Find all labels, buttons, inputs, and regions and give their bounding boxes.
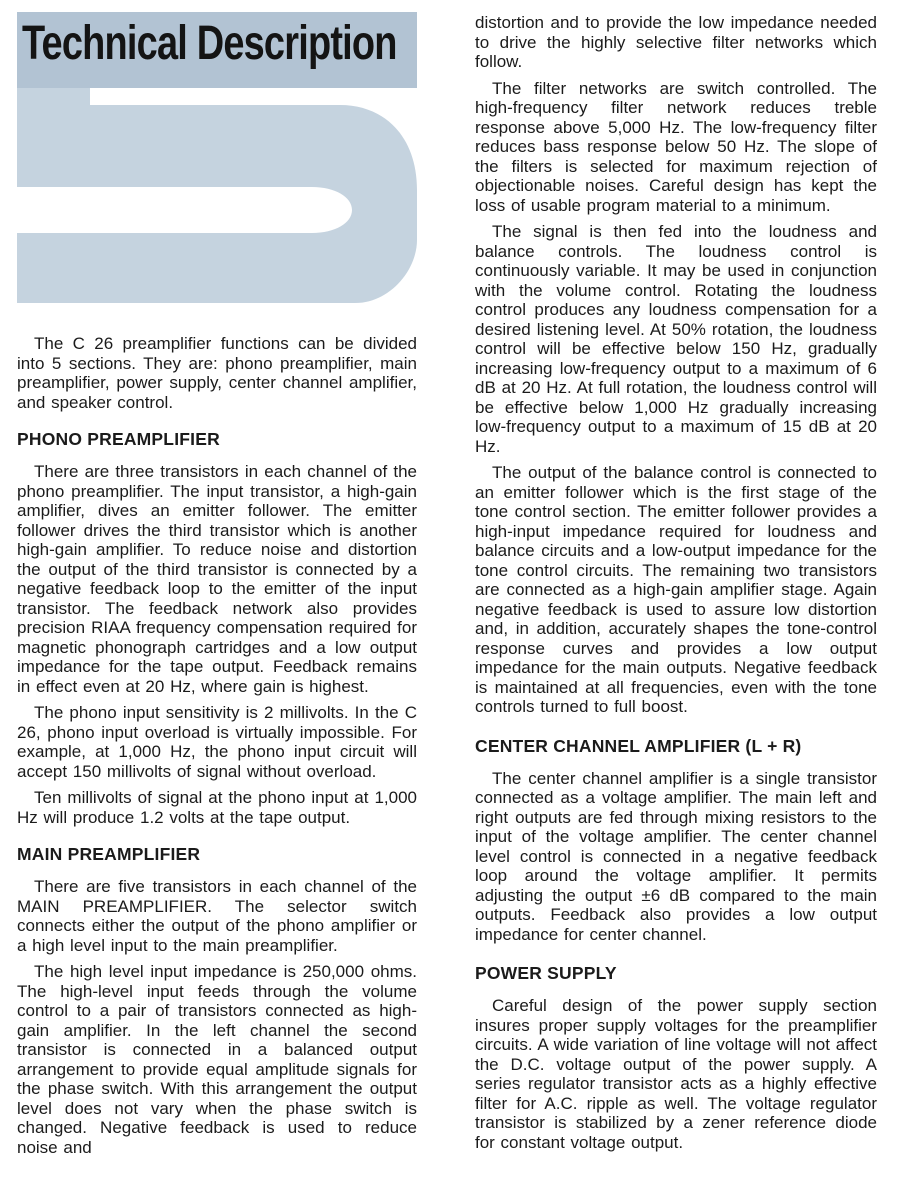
- paragraph-center-channel: The center channel amplifier is a single transistor connected as a voltage amplifier. The main left and right outputs are fed through mixing resistors to the input of the voltage amplifier. The center channel level control is connected in a negative feedback loop around the voltage amplifier. It permits adjusting the output ±6 dB compared to the main outputs. Feedback also provides a low output impedance for center channel.: [475, 768, 877, 944]
- right-column: [475, 0, 877, 1164]
- section-heading-power-supply: POWER SUPPLY: [475, 963, 617, 983]
- paragraph-main-2: The high level input impedance is 250,000 ohms. The high-level input feeds through the volume control to a pair of transistors connected as high-gain amplifier. In the left channel the second transistor is connected in a balanced output arrangement to provide equal amplitude signals for the phase switch. With this arrangement the output level does not vary when the phase switch is changed. Negative feedback is used to reduce noise and: [17, 962, 417, 1157]
- paragraph-power-supply: Careful design of the power supply section insures proper supply voltages for the preamplifier circuits. A wide variation of line voltage will not affect the D.C. voltage output of the power supply. A series regulator transistor acts as a highly effective filter for A.C. ripple as well. The voltage regulator transistor is stabilized by a zener reference diode for constant voltage output.: [475, 996, 877, 1152]
- paragraph-phono-3: Ten millivolts of signal at the phono input at 1,000 Hz will produce 1.2 volts at the tape output.: [17, 788, 417, 827]
- paragraph-phono-1: There are three transistors in each channel of the phono preamplifier. The input transistor, a high-gain amplifier, dives an emitter follower. The emitter follower drives the third transistor which is another high-gain amplifier. To reduce noise and distortion the output of the third transistor is connected by a negative feedback loop to the emitter of the input transistor. The feedback network also provides precision RIAA frequency compensation required for magnetic phonograph cartridges and a low output impedance for the tape output. Feedback remains in effect even at 20 Hz, where gain is highest.: [17, 462, 417, 696]
- document-body: [17, 0, 877, 1164]
- paragraph-phono-2: The phono input sensitivity is 2 millivolts. In the C 26, phono input overload is virtually impossible. For example, at 1,000 Hz, the phono input circuit will accept 150 millivolts of signal without overload.: [17, 703, 417, 781]
- left-column: [17, 0, 417, 1164]
- paragraph-filters: The filter networks are switch controlled. The high-frequency filter network reduces treble response above 5,000 Hz. The low-frequency filter reduces bass response below 50 Hz. The slope of the filters is selected for maximum rejection of objectionable noises. Careful design has kept the loss of usable program material to a minimum.: [475, 78, 877, 215]
- page-title: Technical Description: [22, 17, 397, 70]
- section-heading-phono-preamplifier: PHONO PREAMPLIFIER: [17, 429, 220, 449]
- paragraph-tone-control: The output of the balance control is connected to an emitter follower which is the first stage of the tone control section. The emitter follower provides a high-input impedance required for loudness and balance circuits and a low-output impedance for the tone control circuits. The remaining two transistors are connected as a high-gain amplifier stage. Again negative feedback is used to assure low distortion and, in addition, accurately shapes the tone-control response curves and provides a low output impedance for the main outputs. Negative feedback is maintained at all frequencies, even with the tone controls turned to full boost.: [475, 463, 877, 716]
- section-heading-main-preamplifier: MAIN PREAMPLIFIER: [17, 844, 201, 864]
- paragraph-main-2-continuation: distortion and to provide the low impedance needed to drive the highly selective filter networks which follow.: [475, 13, 877, 71]
- paragraph-loudness: The signal is then fed into the loudness and balance controls. The loudness control is continuously variable. It may be used in conjunction with the volume control. Rotating the loudness control produces any loudness compensation for a desired listening level. At 50% rotation, the loudness control will be effective below 150 Hz, gradually increasing low-frequency output to a maximum of 6 dB at 20 Hz. At full rotation, the loudness control will be effective below 1,000 Hz gradually increasing low-frequency output to a maximum of 15 dB at 20 Hz.: [475, 222, 877, 456]
- paragraph-main-1: There are five transistors in each channel of the MAIN PREAMPLIFIER. The selector switch connects either the output of the phono amplifier or a high level input to the main preamplifier.: [17, 877, 417, 955]
- intro-paragraph: The C 26 preamplifier functions can be divided into 5 sections. They are: phono preamplifier, main preamplifier, power supply, center channel amplifier, and speaker control.: [17, 334, 417, 412]
- section-heading-center-channel-amplifier: CENTER CHANNEL AMPLIFIER (L + R): [475, 735, 802, 756]
